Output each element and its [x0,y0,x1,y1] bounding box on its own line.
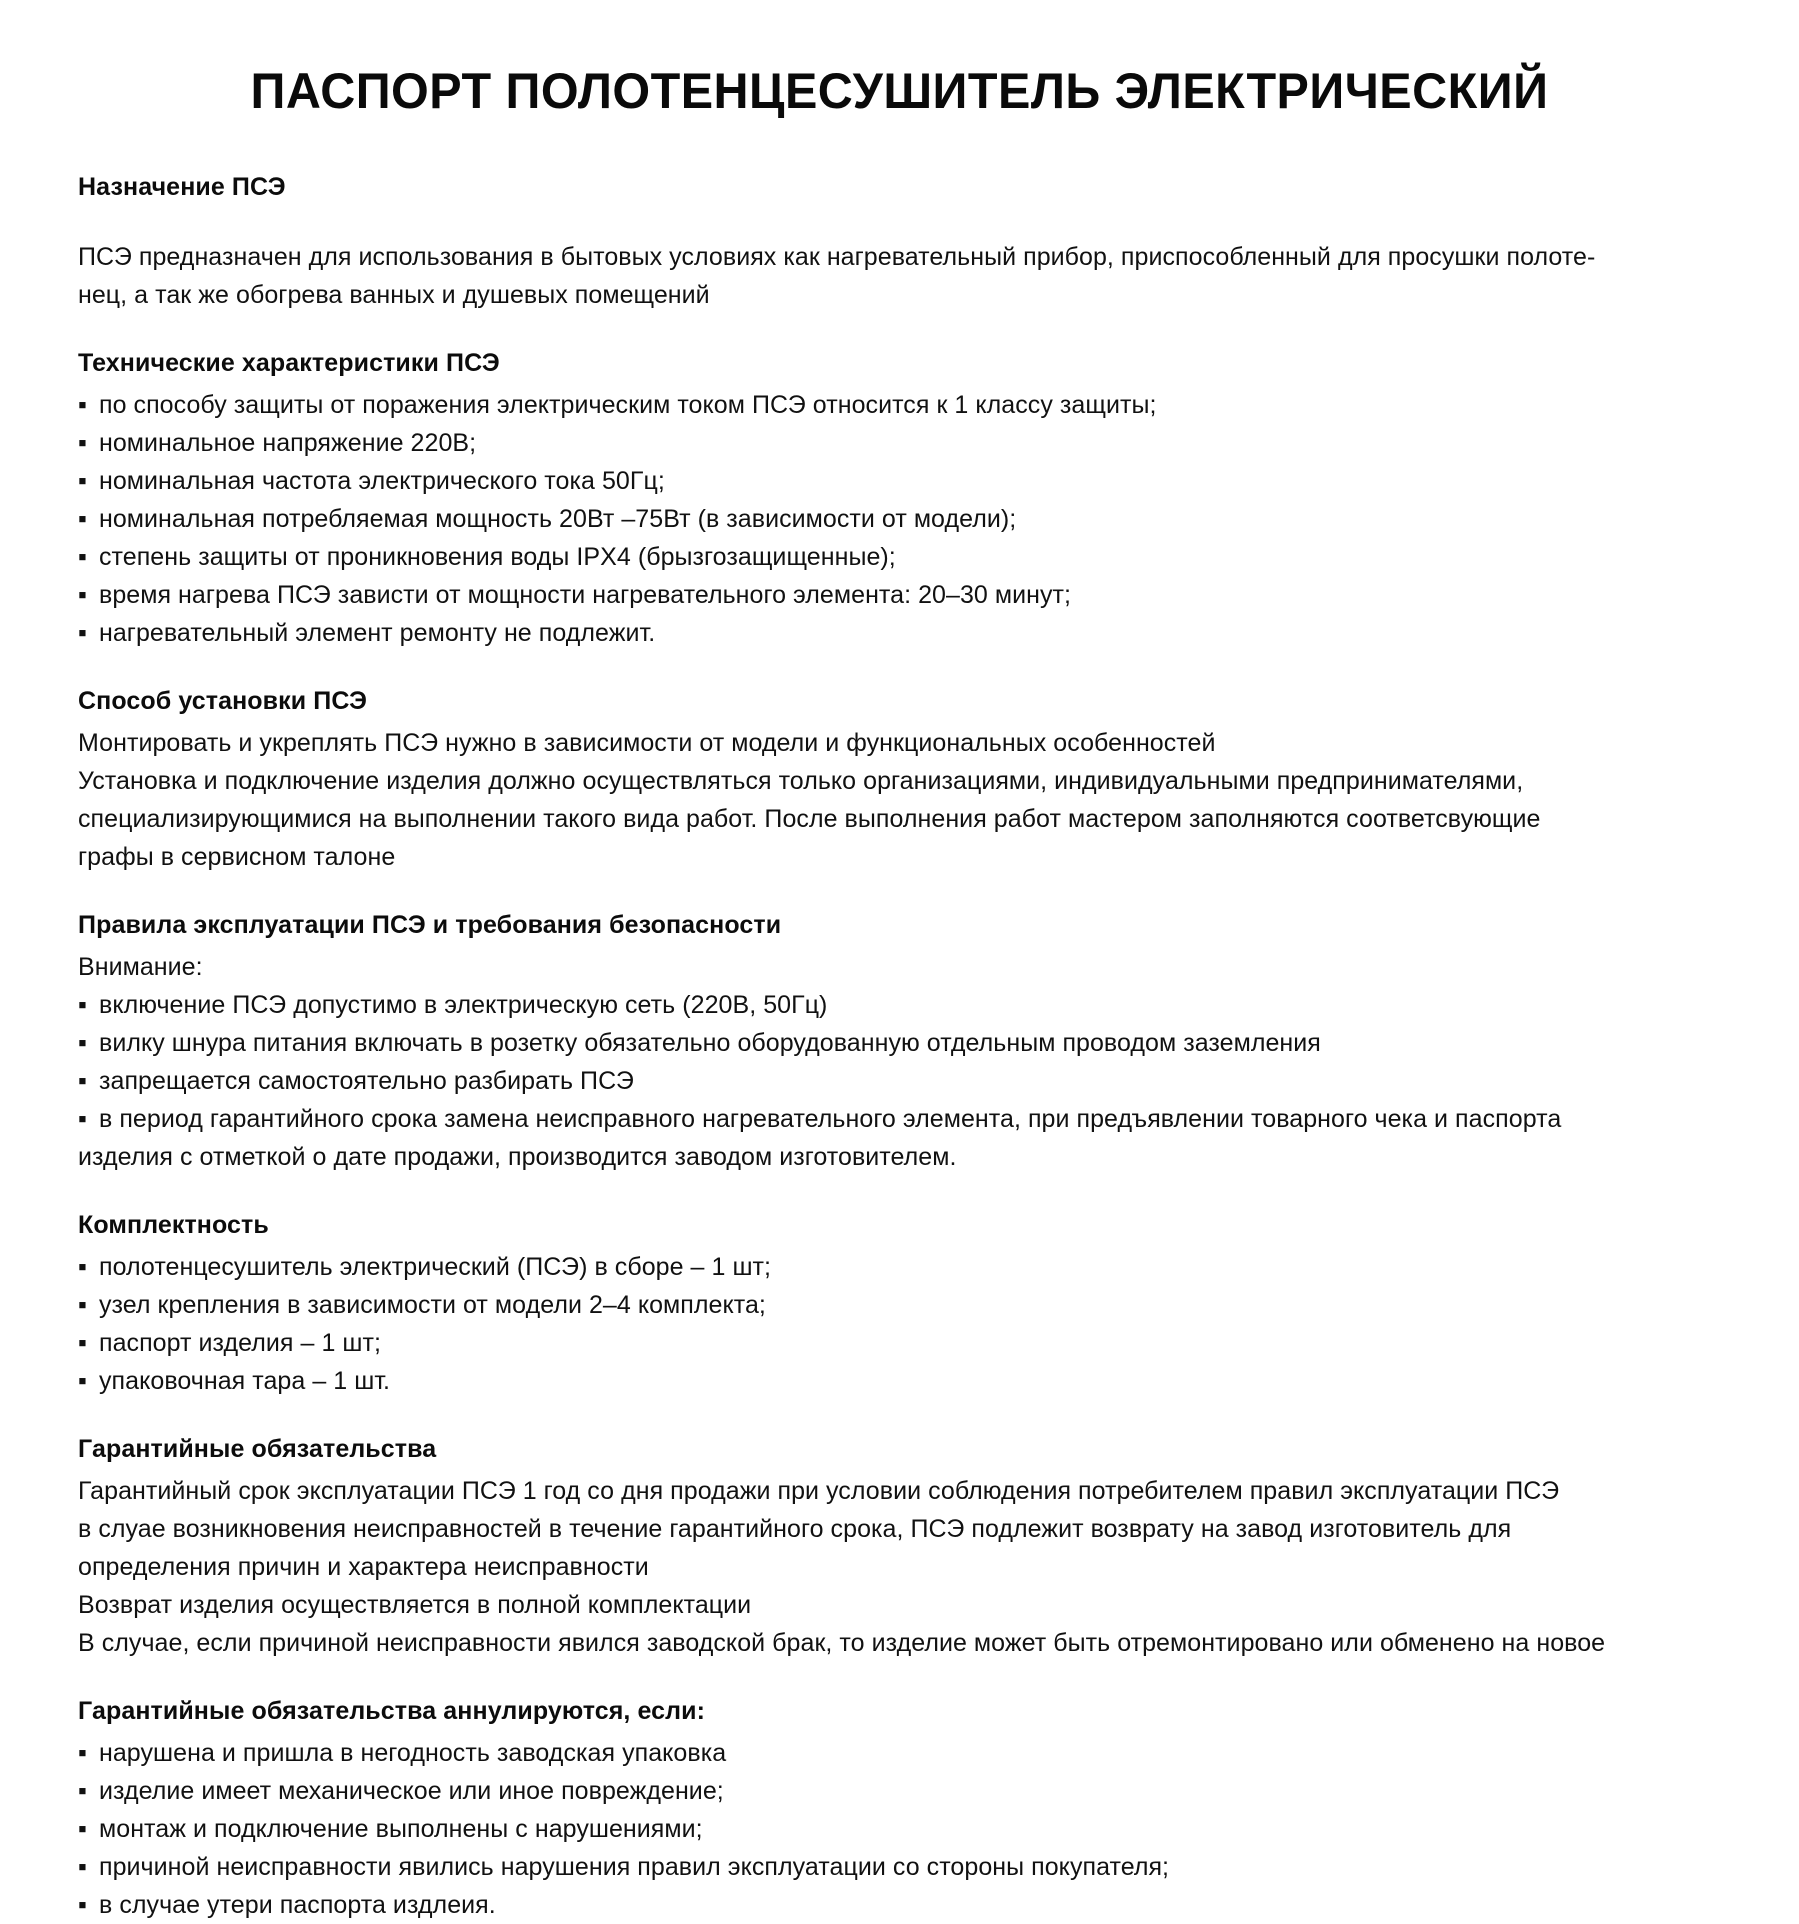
bullet-icon: ▪ [78,1105,87,1133]
list-item-label: полотенцесушитель электрический (ПСЭ) в сборе – 1 шт; [99,1253,772,1281]
installation-line-3: специализирующимися на выполнении такого вида работ. После выполнения работ мастером заполняются соответсвующие [78,805,1541,833]
list-item [78,1286,1738,1324]
installation-line-1: Монтировать и укреплять ПСЭ нужно в зависимости от модели и функциональных особенностей [78,729,1216,757]
section-warranty [78,1430,1738,1662]
section-heading-specs: Технические характеристики ПСЭ [78,349,500,377]
list-item [78,1810,1738,1848]
section-installation [78,682,1738,876]
operation-rules-list [78,986,1738,1138]
section-heading-operation-rules: Правила эксплуатации ПСЭ и требования безопасности [78,911,782,939]
list-item-label: номинальная потребляемая мощность 20Вт –75Вт (в зависимости от модели); [99,505,1017,533]
list-item [78,576,1738,614]
section-heading-warranty-void: Гарантийные обязательства аннулируются, если: [78,1697,706,1725]
section-heading-installation: Способ установки ПСЭ [78,687,368,715]
section-warranty-void [78,1692,1738,1924]
list-item-label: номинальное напряжение 220В; [99,429,477,457]
list-item-label: степень защиты от проникновения воды IPX4 (брызгозащищенные); [99,543,896,571]
operation-rules-last-item-continuation: изделия с отметкой о дате продажи, производится заводом изготовителем. [78,1143,957,1171]
list-item [78,986,1738,1024]
list-item [78,424,1738,462]
bullet-icon: ▪ [78,581,87,609]
purpose-paragraph [78,238,1738,314]
section-heading-purpose: Назначение ПСЭ [78,173,286,201]
warranty-line-2: в слуае возникновения неисправностей в течение гарантийного срока, ПСЭ подлежит возврату на завод изготовитель для [78,1515,1512,1543]
list-item [78,1772,1738,1810]
spacer [78,210,1738,238]
bullet-icon: ▪ [78,391,87,419]
bullet-icon: ▪ [78,1891,87,1919]
bullet-icon: ▪ [78,1853,87,1881]
bullet-icon: ▪ [78,1067,87,1095]
list-item [78,500,1738,538]
bullet-icon: ▪ [78,505,87,533]
list-item [78,614,1738,652]
list-item-label: нарушена и пришла в негодность заводская упаковка [99,1739,727,1767]
bullet-icon: ▪ [78,1253,87,1281]
list-item [78,462,1738,500]
list-item [78,538,1738,576]
installation-line-4: графы в сервисном талоне [78,843,396,871]
list-item-label: запрещается самостоятельно разбирать ПСЭ [99,1067,634,1095]
bullet-icon: ▪ [78,1739,87,1767]
section-operation-rules [78,906,1738,1176]
list-item [78,1734,1738,1772]
list-item-label: изделие имеет механическое или иное повреждение; [99,1777,724,1805]
list-item-label: номинальная частота электрического тока 50Гц; [99,467,665,495]
bullet-icon: ▪ [78,1777,87,1805]
purpose-line-2: нец, а так же обогрева ванных и душевых помещений [78,281,710,309]
list-item [78,1886,1738,1924]
list-item [78,1100,1738,1138]
bullet-icon: ▪ [78,467,87,495]
list-item-label: вилку шнура питания включать в розетку обязательно оборудованную отдельным проводом заземления [99,1029,1321,1057]
bullet-icon: ▪ [78,1291,87,1319]
section-completeness [78,1206,1738,1400]
list-item-label: паспорт изделия – 1 шт; [99,1329,382,1357]
list-item-label: монтаж и подключение выполнены с нарушениями; [99,1815,703,1843]
bullet-icon: ▪ [78,1029,87,1057]
list-item [78,386,1738,424]
list-item-label: в случае утери паспорта издлеия. [99,1891,496,1919]
attention-label: Внимание: [78,953,203,981]
purpose-line-1: ПСЭ предназначен для использования в бытовых условиях как нагревательный прибор, приспособленный для просушки полоте- [78,243,1596,271]
list-item-label: время нагрева ПСЭ зависти от мощности нагревательного элемента: 20–30 минут; [99,581,1072,609]
section-specs [78,344,1738,652]
warranty-line-1: Гарантийный срок эксплуатации ПСЭ 1 год со дня продажи при условии соблюдения потребителем правил эксплуатации ПСЭ [78,1477,1560,1505]
warranty-line-3: определения причин и характера неисправности [78,1553,649,1581]
bullet-icon: ▪ [78,991,87,1019]
list-item-label: упаковочная тара – 1 шт. [99,1367,391,1395]
section-heading-warranty: Гарантийные обязательства [78,1435,437,1463]
section-purpose [78,168,1738,314]
list-item [78,1324,1738,1362]
bullet-icon: ▪ [78,1367,87,1395]
bullet-icon: ▪ [78,543,87,571]
list-item [78,1848,1738,1886]
list-item-label: причиной неисправности явились нарушения правил эксплуатации со стороны покупателя; [99,1853,1170,1881]
bullet-icon: ▪ [78,429,87,457]
list-item [78,1062,1738,1100]
list-item-label: по способу защиты от поражения электрическим током ПСЭ относится к 1 классу защиты; [99,391,1157,419]
section-heading-completeness: Комплектность [78,1211,269,1239]
warranty-line-4: Возврат изделия осуществляется в полной комплектации [78,1591,752,1619]
bullet-icon: ▪ [78,619,87,647]
warranty-line-5: В случае, если причиной неисправности явился заводской брак, то изделие может быть отремонтировано или обменено на новое [78,1629,1606,1657]
document-body [78,168,1738,1924]
warranty-void-list [78,1734,1738,1924]
list-item [78,1248,1738,1286]
list-item-label: узел крепления в зависимости от модели 2–4 комплекта; [99,1291,766,1319]
list-item [78,1362,1738,1400]
list-item-label: в период гарантийного срока замена неисправного нагревательного элемента, при предъявлении товарного чека и паспорта [99,1105,1562,1133]
installation-line-2: Установка и подключение изделия должно осуществляться только организациями, индивидуальными предпринимателями, [78,767,1524,795]
list-item-label: нагревательный элемент ремонту не подлежит. [99,619,656,647]
list-item-label: включение ПСЭ допустимо в электрическую сеть (220В, 50Гц) [99,991,828,1019]
bullet-icon: ▪ [78,1329,87,1357]
page-title: ПАСПОРТ ПОЛОТЕНЦЕСУШИТЕЛЬ ЭЛЕКТРИЧЕСКИЙ [250,63,1549,119]
list-item [78,1024,1738,1062]
bullet-icon: ▪ [78,1815,87,1843]
specs-list [78,386,1738,652]
completeness-list [78,1248,1738,1400]
